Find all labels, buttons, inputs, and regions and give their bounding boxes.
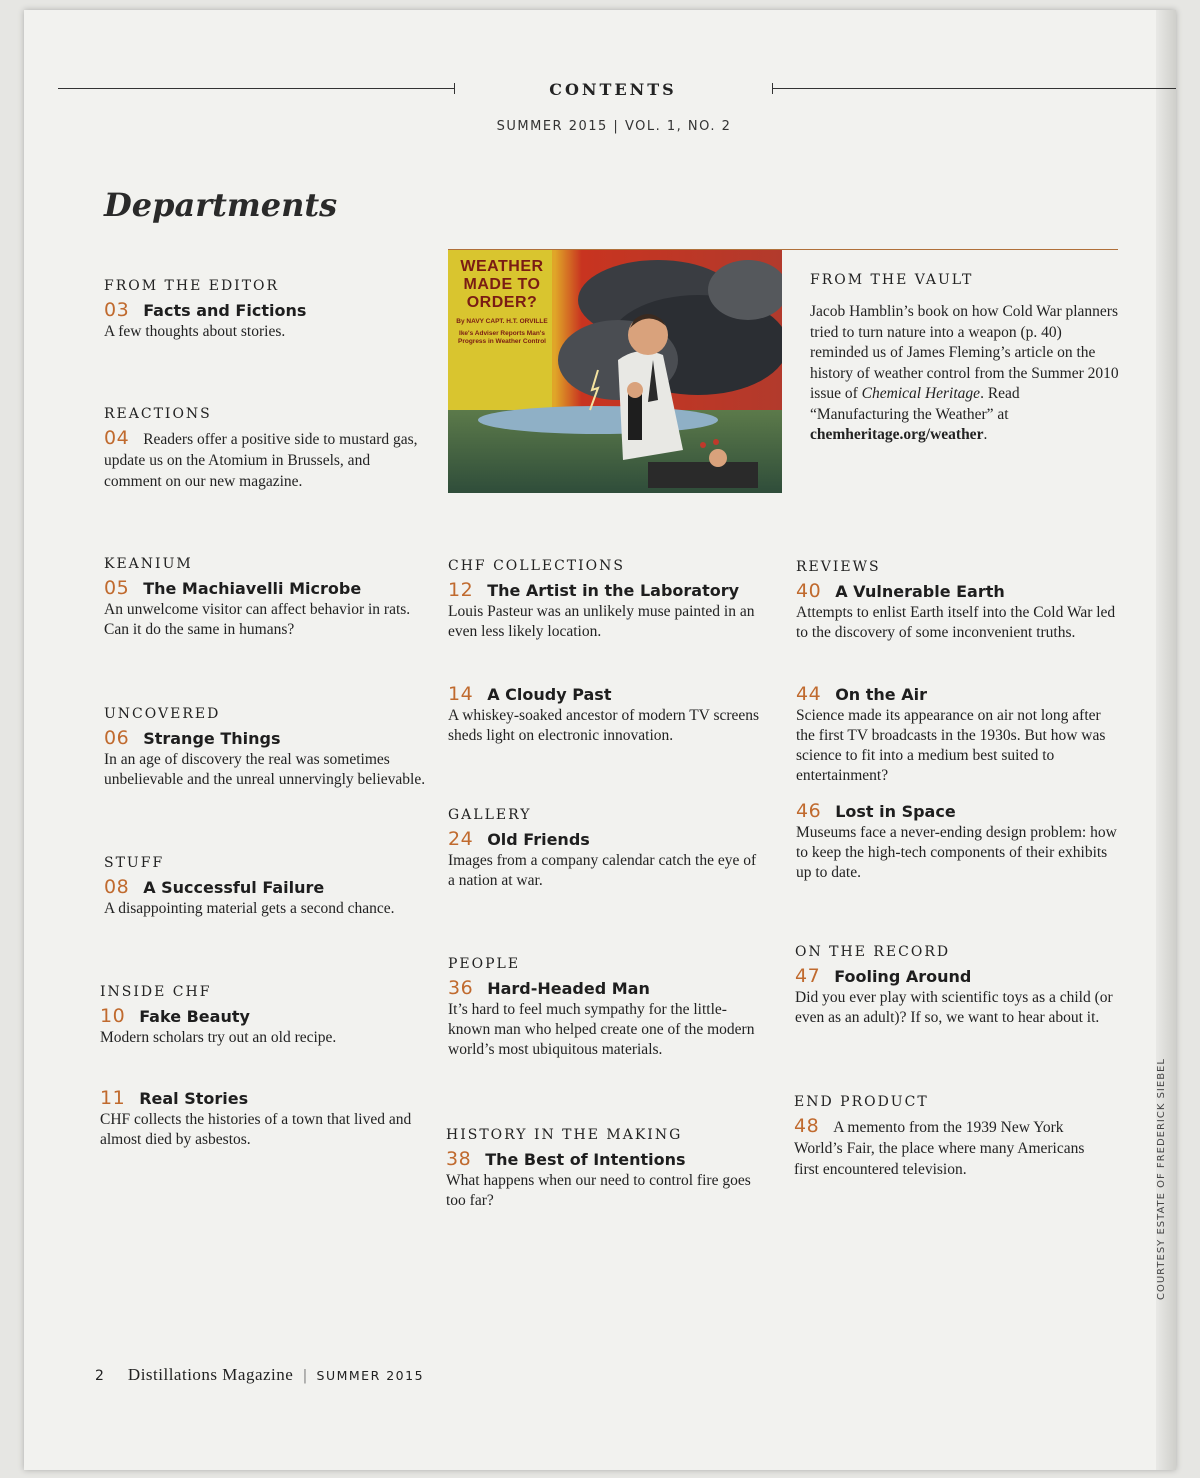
article-title: The Machiavelli Microbe — [143, 579, 362, 598]
page-number: 10 — [100, 1005, 126, 1027]
issue-line: SUMMER 2015 | VOL. 1, NO. 2 — [496, 119, 732, 134]
article-desc: It’s hard to feel much sympathy for the little-known man who helped create one of the modern world’s most ubiquitous materials. — [448, 1001, 755, 1058]
page-number: 47 — [795, 965, 821, 987]
toc-entry-cloudy-past[interactable] — [448, 684, 760, 746]
folio-number: 2 — [95, 1368, 104, 1384]
article-title: Lost in Space — [835, 802, 956, 821]
article-desc: Modern scholars try out an old recipe. — [100, 1029, 337, 1046]
departments-heading: Departments — [104, 186, 338, 224]
toc-entry-from-the-editor[interactable] — [104, 278, 434, 342]
toc-entry-reactions[interactable] — [104, 406, 420, 492]
toc-entry-gallery[interactable] — [448, 807, 762, 891]
page-number: 08 — [104, 876, 130, 898]
page-number: 03 — [104, 299, 130, 321]
article-desc: A memento from the 1939 New York World’s Fair, the place where many Americans first encountered television. — [794, 1119, 1085, 1178]
footer — [95, 1365, 424, 1385]
vault-body-mid: . Read “Manufacturing the Weather” at — [810, 385, 1020, 423]
section-label: END PRODUCT — [794, 1094, 929, 1110]
poster-byline: By NAVY CAPT. H.T. ORVILLE — [456, 318, 548, 325]
article-desc: An unwelcome visitor can affect behavior in rats. Can it do the same in humans? — [104, 601, 411, 638]
page-number: 12 — [448, 579, 474, 601]
page-number: 04 — [104, 427, 130, 449]
article-desc: A disappointing material gets a second chance. — [104, 900, 395, 917]
section-label: KEANIUM — [104, 556, 193, 572]
article-title: On the Air — [835, 685, 927, 704]
page-number: 36 — [448, 977, 474, 999]
article-title: A Successful Failure — [143, 878, 325, 897]
weather-poster-image — [448, 250, 782, 493]
article-title: A Vulnerable Earth — [835, 582, 1005, 601]
vault-link[interactable]: chemheritage.org/weather — [810, 426, 984, 443]
article-title: The Artist in the Laboratory — [487, 581, 740, 600]
section-label: PEOPLE — [448, 956, 521, 972]
header-rule-tick-right — [772, 83, 773, 94]
article-title: Facts and Fictions — [143, 301, 307, 320]
toc-entry-lost-in-space[interactable] — [796, 801, 1120, 883]
magazine-page — [24, 10, 1176, 1470]
contents-title: CONTENTS — [549, 80, 677, 99]
article-title: Hard-Headed Man — [487, 979, 650, 998]
article-title: A Cloudy Past — [487, 685, 612, 704]
vault-body-italic: Chemical Heritage — [861, 385, 981, 402]
page-number: 46 — [796, 800, 822, 822]
article-title: Old Friends — [487, 830, 590, 849]
toc-entry-chf-collections[interactable] — [448, 558, 760, 642]
header-rule-left — [58, 88, 454, 89]
article-desc: Science made its appearance on air not long after the first TV broadcasts in the 1930s. But how was science to fit into a medium best suited to entertainment? — [796, 707, 1106, 784]
section-label: INSIDE CHF — [100, 984, 212, 1000]
page-number: 06 — [104, 727, 130, 749]
page-number: 14 — [448, 683, 474, 705]
article-desc: A whiskey-soaked ancestor of modern TV screens sheds light on electronic innovation. — [448, 707, 760, 744]
article-title: Strange Things — [143, 729, 281, 748]
toc-entry-history-in-the-making[interactable] — [446, 1127, 764, 1211]
article-title: The Best of Intentions — [485, 1150, 686, 1169]
article-desc: What happens when our need to control fire goes too far? — [446, 1172, 751, 1209]
toc-entry-on-the-record[interactable] — [795, 944, 1121, 1028]
toc-entry-stuff[interactable] — [104, 855, 434, 919]
photo-credit: COURTESY ESTATE OF FREDERICK SIEBEL — [1156, 1058, 1167, 1300]
vault-body-end: . — [983, 426, 988, 443]
page-number: 44 — [796, 683, 822, 705]
section-label: STUFF — [104, 855, 165, 871]
page-number: 48 — [794, 1115, 820, 1137]
section-label: CHF COLLECTIONS — [448, 558, 625, 574]
article-desc: CHF collects the histories of a town that lived and almost died by asbestos. — [100, 1111, 412, 1148]
article-title: Fake Beauty — [139, 1007, 250, 1026]
toc-entry-inside-chf[interactable] — [100, 984, 430, 1048]
page-number: 05 — [104, 577, 130, 599]
article-desc: Louis Pasteur was an unlikely muse painted in an even less likely location. — [448, 603, 755, 640]
vault-body — [810, 302, 1120, 446]
article-desc: A few thoughts about stories. — [104, 323, 286, 340]
page-number: 40 — [796, 580, 822, 602]
vault-text-block — [810, 272, 1120, 446]
toc-entry-real-stories[interactable] — [100, 1088, 420, 1150]
poster-headline: WEATHER MADE TO ORDER? — [460, 258, 544, 311]
article-desc: Attempts to enlist Earth itself into the Cold War led to the discovery of some inconvenient truths. — [796, 604, 1116, 641]
article-title: Fooling Around — [834, 967, 972, 986]
article-desc: Readers offer a positive side to mustard gas, update us on the Atomium in Brussels, and comment on our new magazine. — [104, 431, 418, 490]
section-label: FROM THE VAULT — [810, 272, 974, 288]
toc-entry-end-product[interactable] — [794, 1094, 1106, 1180]
header-rule-right — [772, 88, 1176, 89]
page-number: 11 — [100, 1087, 126, 1109]
section-label: UNCOVERED — [104, 706, 221, 722]
toc-entry-on-the-air[interactable] — [796, 684, 1120, 786]
section-label: HISTORY IN THE MAKING — [446, 1127, 683, 1143]
article-desc: Museums face a never-ending design problem: how to keep the high-tech components of their exhibits up to date. — [796, 824, 1117, 881]
section-label: REACTIONS — [104, 406, 212, 422]
toc-entry-keanium[interactable] — [104, 556, 414, 640]
toc-entry-people[interactable] — [448, 956, 764, 1060]
section-label: FROM THE EDITOR — [104, 278, 280, 294]
article-title: Real Stories — [139, 1089, 249, 1108]
footer-issue: SUMMER 2015 — [316, 1368, 425, 1383]
magazine-name: Distillations Magazine — [127, 1365, 294, 1384]
page-number: 24 — [448, 828, 474, 850]
section-label: REVIEWS — [796, 559, 881, 575]
section-label: ON THE RECORD — [795, 944, 951, 960]
article-desc: In an age of discovery the real was sometimes unbelievable and the unreal unnervingly believable. — [104, 751, 426, 788]
poster-subhead: Ike's Adviser Reports Man's Progress in Weather Control — [457, 330, 546, 345]
vault-body-text: Jacob Hamblin’s book on how Cold War planners tried to turn nature into a weapon (p. 40) reminded us of James Fleming’s article on the history of weather control from the Summer 2010 issue of — [810, 303, 1119, 402]
toc-entry-reviews[interactable] — [796, 559, 1118, 643]
article-desc: Did you ever play with scientific toys as a child (or even as an adult)? If so, we want to hear about it. — [795, 989, 1113, 1026]
poster-text — [456, 258, 548, 346]
section-label: GALLERY — [448, 807, 532, 823]
article-desc: Images from a company calendar catch the eye of a nation at war. — [448, 852, 757, 889]
toc-entry-uncovered[interactable] — [104, 706, 434, 790]
footer-divider: | — [303, 1367, 307, 1384]
page-number: 38 — [446, 1148, 472, 1170]
